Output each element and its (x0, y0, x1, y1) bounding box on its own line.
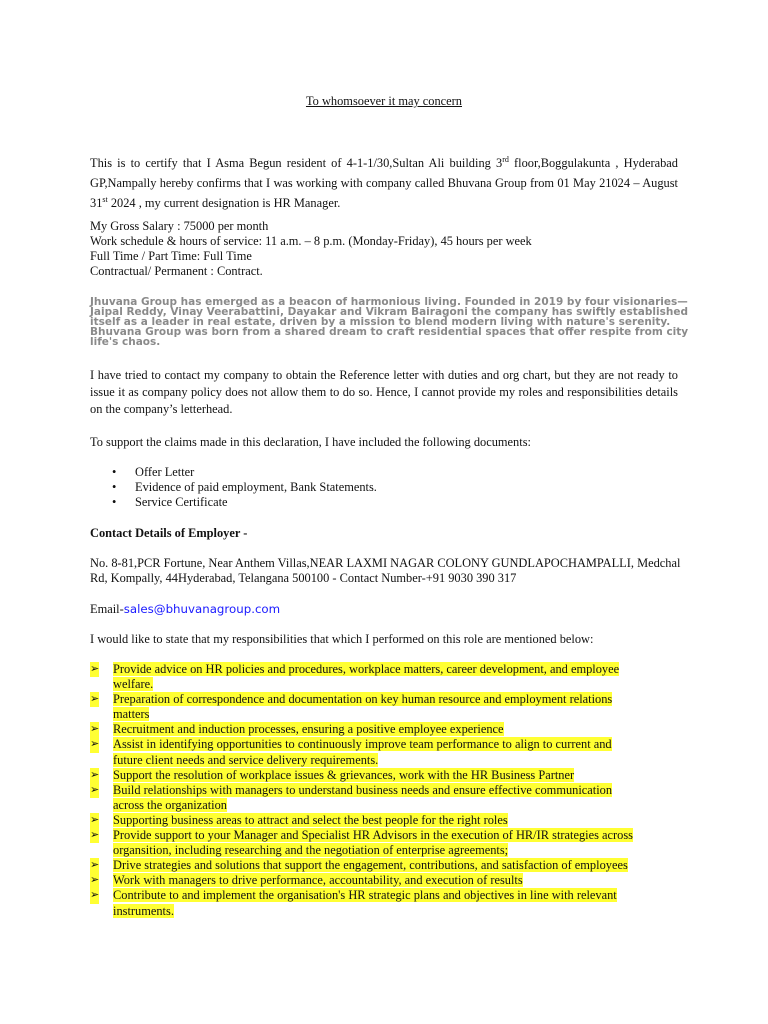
letter-title: To whomsoever it may concern (305, 94, 463, 108)
responsibility-item (90, 722, 678, 737)
responsibility-text: future client needs and service delivery requirements. (113, 752, 379, 767)
email-link[interactable]: sales@bhuvanagroup.com (123, 602, 281, 616)
company-description-line: Jaipal Reddy, Vinay Veerabattini, Dayakar and Vikram Bairagoni the company has swiftly established (90, 306, 688, 318)
employment-details (90, 219, 678, 279)
arrow-bullet-icon: ➢ (90, 768, 99, 783)
responsibility-item (90, 783, 678, 813)
company-description-line: life's chaos. (90, 336, 161, 348)
responsibility-text: Provide advice on HR policies and procedures, workplace matters, career development, and employee (113, 662, 620, 676)
email-row (90, 602, 678, 617)
responsibility-item (90, 858, 678, 873)
responsibility-text: Drive strategies and solutions that support the engagement, contributions, and satisfaction of employees (113, 858, 628, 873)
arrow-bullet-icon: ➢ (90, 813, 99, 828)
supporting-documents-intro: To support the claims made in this declaration, I have included the following documents: (90, 435, 531, 449)
intro-part-3: 2024 , my current designation is HR Manager. (107, 196, 341, 210)
address-line: No. 8-81,PCR Fortune, Near Anthem Villas,NEAR LAXMI NAGAR COLONY GUNDLAPOCHAMPALLI, Medchal (90, 556, 681, 570)
arrow-bullet-icon: ➢ (90, 662, 99, 677)
responsibility-text: matters (113, 707, 150, 722)
intro-part-2: floor,Boggulakunta , Hyderabad GP,Nampally hereby confirms that I was working with company called Bhuvana Group from 01 May 21024 – August 31 (90, 156, 678, 210)
arrow-bullet-icon: ➢ (90, 858, 99, 873)
contract-type: Contractual/ Permanent : Contract. (90, 264, 263, 278)
supporting-documents-list (90, 465, 678, 510)
arrow-bullet-icon: ➢ (90, 783, 99, 798)
email-label: Email- (90, 602, 124, 616)
responsibility-text: organsition, including researching and the negotiation of enterprise agreements; (113, 843, 509, 858)
gross-salary: My Gross Salary : 75000 per month (90, 219, 269, 233)
contact-heading: Contact Details of Employer - (90, 526, 248, 540)
responsibility-text: across the organization (113, 797, 228, 812)
address-line: Rd, Kompally, 44Hyderabad, Telangana 500100 - Contact Number-+91 9030 390 317 (90, 571, 517, 585)
arrow-bullet-icon: ➢ (90, 722, 99, 737)
intro-superscript-2: st (102, 194, 108, 204)
document-item: • Offer Letter (90, 465, 678, 480)
arrow-bullet-icon: ➢ (90, 737, 99, 752)
arrow-bullet-icon: ➢ (90, 873, 99, 888)
responsibilities-list (90, 662, 678, 919)
responsibilities-intro: I would like to state that my responsibilities that which I performed on this role are mentioned below: (90, 632, 594, 646)
responsibility-text: instruments. (113, 903, 174, 918)
responsibility-text: Preparation of correspondence and documentation on key human resource and employment relations (113, 692, 613, 707)
responsibility-text: Recruitment and induction processes, ensuring a positive employee experience (113, 722, 504, 737)
document-item: • Service Certificate (90, 495, 678, 510)
certification-paragraph (90, 153, 678, 213)
responsibility-text: Assist in identifying opportunities to continuously improve team performance to align to current and (113, 737, 612, 752)
responsibility-text: Provide support to your Manager and Specialist HR Advisors in the execution of HR/IR strategies across (113, 828, 633, 843)
intro-superscript-1: rd (502, 154, 509, 164)
arrow-bullet-icon: ➢ (90, 692, 99, 707)
reference-letter-paragraph: I have tried to contact my company to obtain the Reference letter with duties and org chart, but they are not ready to issue it as company policy does not allow them to do so. Hence, I cannot provide my roles and responsibilities details on the company’s letterhead. (90, 368, 678, 416)
responsibility-item (90, 828, 678, 858)
responsibility-text: welfare. (113, 677, 154, 692)
responsibility-item (90, 888, 678, 918)
responsibility-item (90, 692, 678, 722)
intro-part-1: This is to certify that I Asma Begun resident of 4-1-1/30,Sultan Ali building 3 (90, 156, 503, 170)
responsibility-text: Contribute to and implement the organisation's HR strategic plans and objectives in line with relevant (113, 888, 617, 903)
company-description-line: Bhuvana Group was born from a shared dream to craft residential spaces that offer respite from city (90, 326, 689, 338)
arrow-bullet-icon: ➢ (90, 888, 99, 903)
responsibility-text: Work with managers to drive performance, accountability, and execution of results (113, 873, 523, 888)
responsibility-text: Build relationships with managers to understand business needs and ensure effective communication (113, 782, 613, 797)
responsibility-text: Support the resolution of workplace issues & grievances, work with the HR Business Partner (113, 767, 575, 782)
company-description-line: itself as a leader in real estate, driven by a mission to blend modern living with nature's serenity. (90, 316, 671, 328)
responsibility-item (90, 737, 678, 767)
responsibility-item (90, 813, 678, 828)
employer-address (90, 556, 681, 586)
responsibility-item (90, 768, 678, 783)
responsibility-item (90, 662, 678, 692)
work-schedule: Work schedule & hours of service: 11 a.m. – 8 p.m. (Monday-Friday), 45 hours per week (90, 234, 532, 248)
responsibility-item (90, 873, 678, 888)
document-item: • Evidence of paid employment, Bank Statements. (90, 480, 678, 495)
responsibility-text: Supporting business areas to attract and select the best people for the right roles (113, 812, 508, 827)
arrow-bullet-icon: ➢ (90, 828, 99, 843)
employment-type: Full Time / Part Time: Full Time (90, 249, 252, 263)
company-description-line: Jhuvana Group has emerged as a beacon of harmonious living. Founded in 2019 by four visionaries— (90, 296, 688, 308)
company-description (90, 296, 689, 348)
